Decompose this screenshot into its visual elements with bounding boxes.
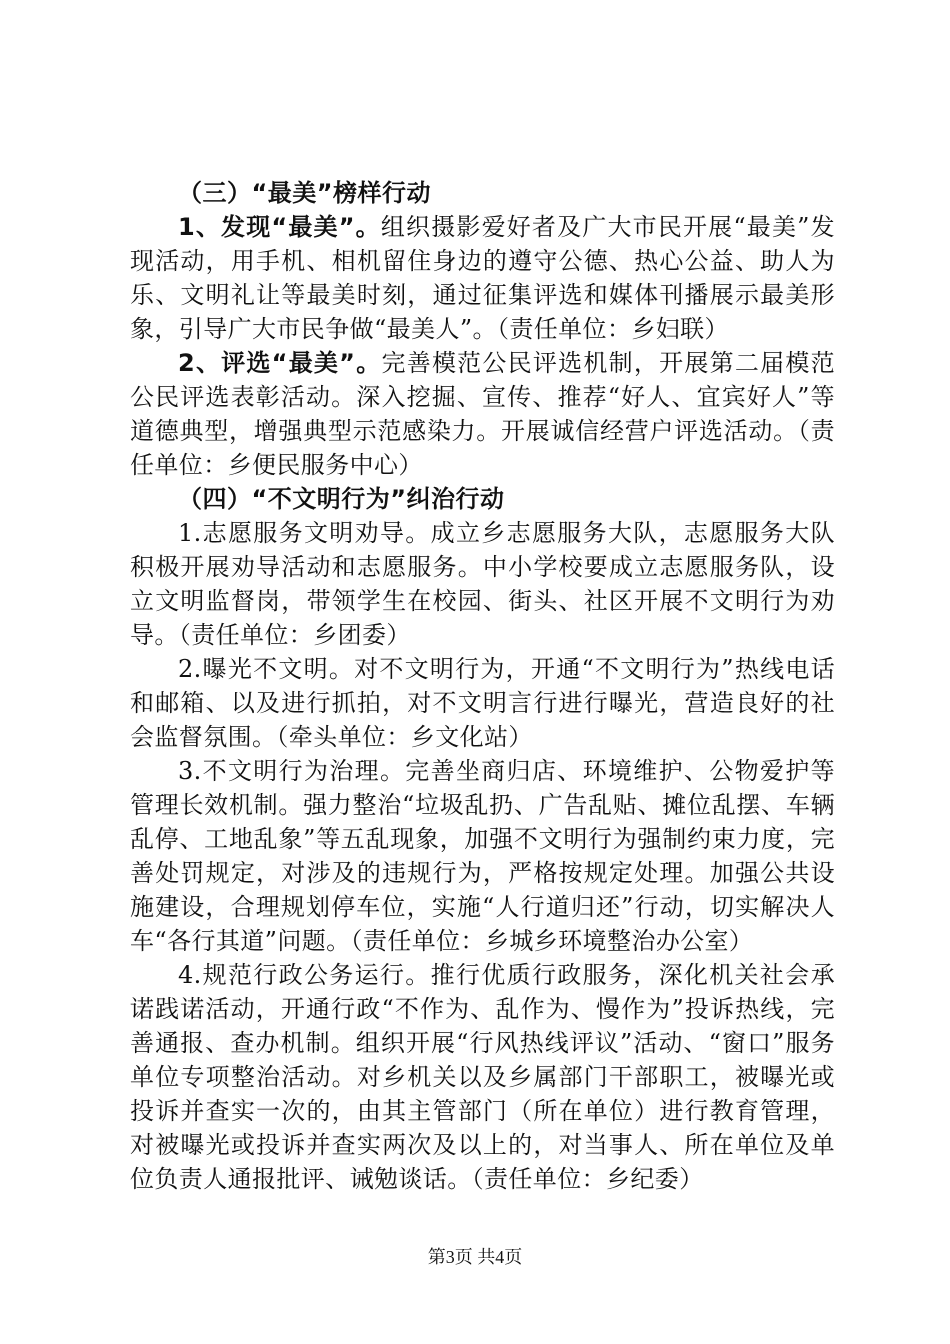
paragraph-text: 完善模范公民评选机制，开展第二届模范公民评选表彰活动。深入挖掘、宣传、推荐“好人、宜宾好人”等道德典型，增强典型示范感染力。开展诚信经营户评选活动。（责任单位：乡便民服务中心） — [130, 349, 835, 479]
paragraph-text: 2.曝光不文明。对不文明行为，开通“不文明行为”热线电话和邮箱、以及进行抓拍，对不文明言行进行曝光，营造良好的社会监督氛围。（牵头单位：乡文化站） — [130, 655, 835, 751]
section-heading-4: （四）“不文明行为”纠治行动 — [178, 485, 505, 513]
paragraph-text: 1.志愿服务文明劝导。成立乡志愿服务大队，志愿服务大队积极开展劝导活动和志愿服务。中小学校要成立志愿服务队，设立文明监督岗，带领学生在校园、街头、社区开展不文明行为劝导。（责任单位：乡团委） — [130, 519, 835, 649]
paragraph-select-most-beautiful — [130, 346, 835, 482]
document-body — [130, 176, 835, 1196]
paragraph-lead: 1、发现“最美”。 — [178, 213, 381, 241]
page-footer: 第3页 共4页 — [427, 1247, 523, 1267]
paragraph-text: 4.规范行政公务运行。推行优质行政服务，深化机关社会承诺践诺活动，开通行政“不作为、乱作为、慢作为”投诉热线，完善通报、查办机制。组织开展“行风热线评议”活动、“窗口”服务单位专项整治活动。对乡机关以及乡属部门干部职工，被曝光或投诉并查实一次的，由其主管部门（所在单位）进行教育管理，对被曝光或投诉并查实两次及以上的，对当事人、所在单位及单位负责人通报批评、诫勉谈话。（责任单位：乡纪委） — [130, 961, 835, 1193]
paragraph-text: 组织摄影爱好者及广大市民开展“最美”发现活动，用手机、相机留住身边的遵守公德、热心公益、助人为乐、文明礼让等最美时刻，通过征集评选和媒体刊播展示最美形象，引导广大市民争做“最美人”。（责任单位：乡妇联） — [130, 213, 835, 343]
paragraph-discover-most-beautiful — [130, 210, 835, 346]
paragraph-expose-uncivilized — [130, 652, 835, 754]
paragraph-text: 3.不文明行为治理。完善坐商归店、环境维护、公物爱护等管理长效机制。强力整治“垃圾乱扔、广告乱贴、摊位乱摆、车辆乱停、工地乱象”等五乱现象，加强不文明行为强制约束力度，完善处罚规定，对涉及的违规行为，严格按规定处理。加强公共设施建设，合理规划停车位，实施“人行道归还”行动，切实解决人车“各行其道”问题。（责任单位：乡城乡环境整治办公室） — [130, 757, 835, 955]
paragraph-volunteer-persuasion — [130, 516, 835, 652]
paragraph-administrative-affairs — [130, 958, 835, 1196]
paragraph-uncivilized-governance — [130, 754, 835, 958]
section-heading-3: （三）“最美”榜样行动 — [178, 179, 432, 207]
paragraph-lead: 2、评选“最美”。 — [178, 349, 382, 377]
